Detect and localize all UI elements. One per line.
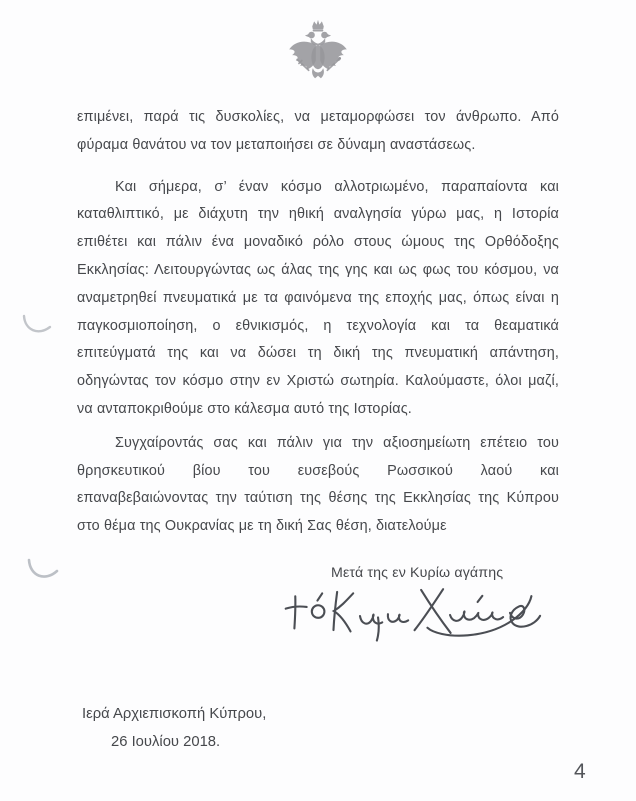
- letter-body: [77, 104, 559, 541]
- paragraph: [77, 430, 559, 541]
- text-line: Συγχαίροντάς σας και πάλιν για την αξιοσημείωτη επέτειο του: [115, 434, 559, 451]
- text-line: Εκκλησίας: Λειτουργώντας ως άλας της γης και ως φως του κόσμου, να: [77, 261, 559, 278]
- text-line: καταθλιπτικό, με διάχυτη την ηθική αναλγησία γύρω μας, η Ιστορία: [77, 206, 559, 223]
- handwritten-signature: [281, 580, 559, 650]
- text-line: επιθέτει και πάλιν ένα μοναδικό ρόλο στους ώμους της Ορθόδοξης: [77, 234, 559, 251]
- text-line: παγκοσμιοποίηση, ο εθνικισμός, η τεχνολογία και τα θεαματικά: [77, 317, 559, 334]
- page-number: 4: [574, 760, 586, 783]
- text-line: επιτεύγματά της και να δώσει τη δική της πνευματική απάντηση,: [77, 345, 559, 362]
- paragraph: [77, 104, 559, 160]
- text-line: θρησκευτικού βίου του ευσεβούς Ρωσσικού λαού και: [77, 462, 559, 479]
- paragraph: [77, 174, 559, 424]
- text-line: επαναβεβαιώνοντας την ταύτιση της θέσης της Εκκλησίας της Κύπρου: [77, 490, 559, 507]
- text-line: φύραμα θανάτου να τον μεταποιήσει σε δύναμη αναστάσεως.: [77, 136, 476, 153]
- text-line: οδηγώντας τον κόσμο στην εν Χριστώ σωτηρία. Καλούμαστε, όλοι μαζί,: [77, 373, 559, 390]
- margin-pen-mark-icon: [16, 308, 58, 350]
- closing-salutation: Μετά της εν Κυρίω αγάπης: [331, 565, 504, 581]
- text-line: επιμένει, παρά τις δυσκολίες, να μεταμορφώσει τον άνθρωπο. Από: [77, 109, 559, 125]
- text-line: να ανταποκριθούμε στο κάλεσμα αυτό της Ιστορίας.: [77, 400, 412, 417]
- date-block: [82, 701, 266, 756]
- text-line: αναμετρηθεί πνευματικά με τα φαινόμενα της εποχής μας, όπως είναι η: [77, 289, 559, 306]
- margin-pen-mark-icon: [22, 550, 64, 596]
- text-line: Και σήμερα, σ’ έναν κόσμο αλλοτριωμένο, παραπαίοντα και: [115, 178, 559, 195]
- date-line: 26 Ιουλίου 2018.: [111, 733, 221, 750]
- text-line: στο θέμα της Ουκρανίας με τη δική Σας θέση, διατελούμε: [77, 518, 447, 535]
- place-line: Ιερά Αρχιεπισκοπή Κύπρου,: [82, 706, 267, 722]
- double-headed-eagle-icon: [282, 14, 354, 92]
